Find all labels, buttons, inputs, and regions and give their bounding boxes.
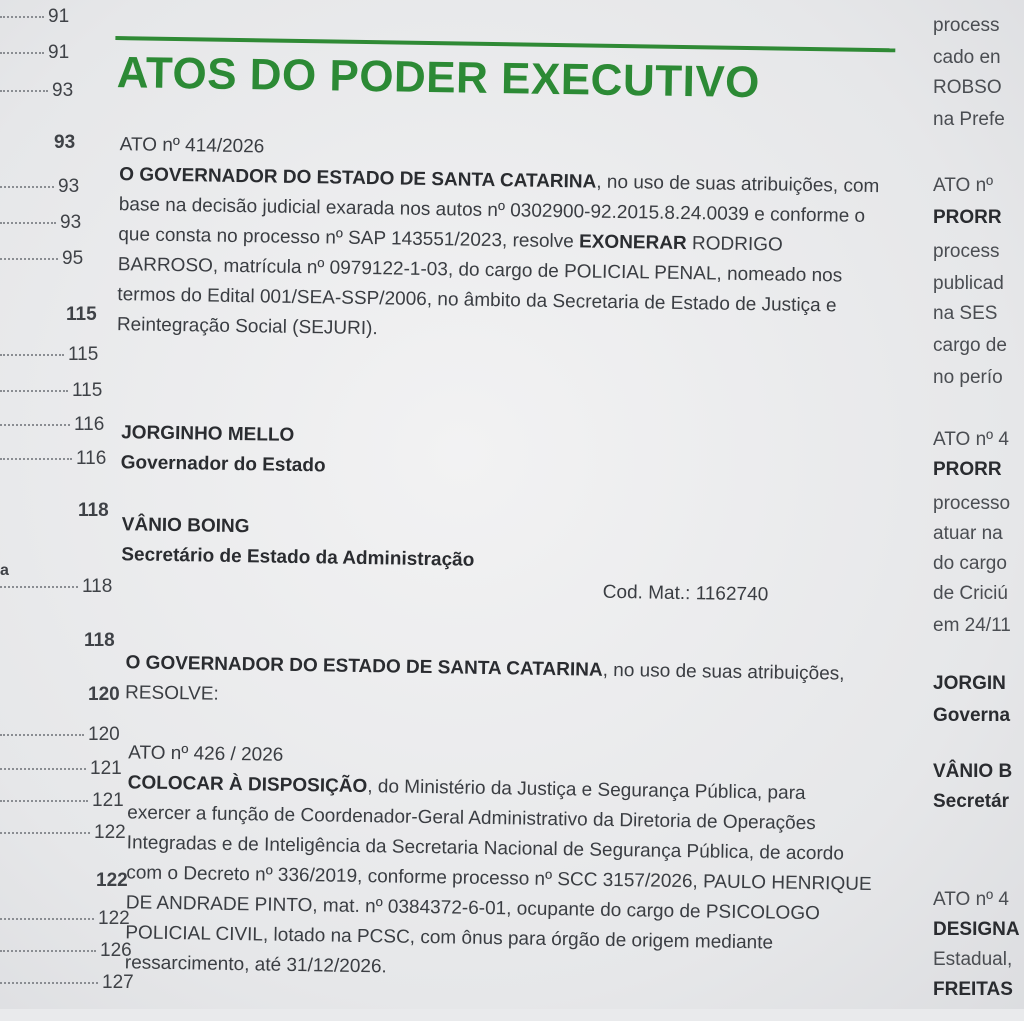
index-entry xyxy=(0,212,94,234)
right-column-fragment: processo xyxy=(933,493,1011,514)
signature-governor xyxy=(120,418,326,481)
index-entry xyxy=(0,414,108,436)
index-dot-leader xyxy=(0,458,72,460)
index-page-number: 115 xyxy=(68,344,99,365)
index-entry xyxy=(0,80,86,102)
act-426-action: COLOCAR À DISPOSIÇÃO xyxy=(127,772,368,798)
right-column-fragment: cado en xyxy=(933,47,1001,68)
signature-governor-name: JORGINHO MELLO xyxy=(121,422,295,446)
index-entry xyxy=(0,344,102,366)
right-column-fragment: process xyxy=(933,15,1000,36)
right-column-fragment: atuar na xyxy=(933,523,1003,544)
index-dot-leader xyxy=(0,222,56,224)
index-page-number: 115 xyxy=(66,304,97,325)
index-entry xyxy=(0,630,118,652)
right-column-fragment: FREITAS xyxy=(933,979,1013,1000)
index-page-number: 126 xyxy=(100,940,132,961)
index-page-number: 122 xyxy=(98,908,130,929)
index-entry xyxy=(0,42,82,64)
right-column-fragment: DESIGNA xyxy=(933,919,1020,940)
right-column-fragment: no perío xyxy=(933,367,1003,388)
act-426-body xyxy=(125,768,874,990)
index-entry xyxy=(0,248,96,270)
right-column-fragment: do cargo xyxy=(933,553,1007,574)
act-414-text-a: , no uso de suas atribuições, com base na decisão judicial exarada nos autos nº 0302900-92.2015.8.24.0039 e conforme o que consta no processo nº SAP 143551/2023, resolve xyxy=(118,171,880,253)
index-page-number: 93 xyxy=(60,212,82,233)
act-414 xyxy=(117,130,890,352)
index-dot-leader xyxy=(0,586,78,588)
index-dot-leader xyxy=(0,734,84,736)
right-column-fragment: publicad xyxy=(933,273,1004,294)
right-column-fragment: Secretár xyxy=(933,791,1010,812)
act-426 xyxy=(125,738,875,990)
index-page-number: 95 xyxy=(62,248,84,269)
index-page-number: 93 xyxy=(58,176,80,197)
act-intro-text: , no uso de suas atribuições, RESOLVE: xyxy=(124,659,845,705)
act-426-text: , do Ministério da Justiça e Segurança Pública, para exercer a função de Coordenador-Geral Administrativo da Diretoria de Operações Integradas e de Inteligência da Secretaria Nacional de Segurança Pública, de acordo com o Decreto nº 336/2019, conforme processo nº SCC 3157/2026, PAULO HENRIQUE DE ANDRADE PINTO, mat. nº 0384372-6-01, ocupante do cargo de PSICOLOGO POLICIAL CIVIL, lotado na PCSC, com ônus para órgão de origem mediante ressarcimento, até 31/12/2026. xyxy=(124,776,872,978)
right-column-fragment: VÂNIO B xyxy=(933,761,1013,782)
index-dot-leader xyxy=(0,354,64,356)
index-page-number: 93 xyxy=(54,132,76,153)
index-dot-leader xyxy=(0,186,54,188)
right-column-fragment: Estadual, xyxy=(933,949,1013,970)
act-414-authority: O GOVERNADOR DO ESTADO DE SANTA CATARINA xyxy=(119,164,597,193)
page-index-column xyxy=(0,0,134,1009)
index-page-number: 118 xyxy=(82,576,113,597)
index-dot-leader xyxy=(0,90,48,92)
index-dot-leader xyxy=(0,52,44,54)
signature-secretary-title: Secretário de Estado da Administração xyxy=(121,544,475,571)
index-page-number: 115 xyxy=(72,380,103,401)
right-column-fragment: JORGIN xyxy=(933,673,1006,694)
act-414-action: EXONERAR xyxy=(578,231,687,255)
section-title: ATOS DO PODER EXECUTIVO xyxy=(116,48,761,108)
index-dot-leader xyxy=(0,258,58,260)
index-dot-leader xyxy=(0,950,96,952)
act-426-number: ATO nº 426 / 2026 xyxy=(128,742,284,766)
index-dot-leader xyxy=(0,390,68,392)
index-entry xyxy=(0,132,88,154)
index-page-number: 118 xyxy=(84,630,115,651)
index-entry xyxy=(0,448,110,470)
right-column-fragment: PRORR xyxy=(933,207,1002,228)
index-page-number: 116 xyxy=(76,448,107,469)
act-intro-authority: O GOVERNADOR DO ESTADO DE SANTA CATARINA xyxy=(125,652,603,681)
index-page-number: 91 xyxy=(48,6,70,27)
index-dot-leader xyxy=(0,800,88,802)
index-dot-leader xyxy=(0,832,90,834)
index-page-number: 120 xyxy=(88,724,120,745)
signature-secretary-name: VÂNIO BOING xyxy=(121,514,250,538)
right-column-fragment: ATO nº xyxy=(933,175,994,196)
right-column-fragment: ROBSO xyxy=(933,77,1002,98)
right-column-cutoff xyxy=(915,0,1024,1009)
index-entry xyxy=(0,380,106,402)
index-entry xyxy=(0,500,112,522)
index-entry xyxy=(0,176,92,198)
code-mat: Cod. Mat.: 1162740 xyxy=(602,581,769,606)
index-stray-character: a xyxy=(0,562,9,579)
index-page-number: 93 xyxy=(52,80,74,101)
right-column-fragment: de Criciú xyxy=(933,583,1008,604)
index-page-number: 91 xyxy=(48,42,70,63)
right-column-fragment: na SES xyxy=(933,303,998,324)
index-page-number: 127 xyxy=(102,972,134,993)
index-entry xyxy=(0,6,82,28)
right-column-fragment: cargo de xyxy=(933,335,1007,356)
index-page-number: 122 xyxy=(94,822,126,843)
main-column xyxy=(96,0,902,1021)
index-entry xyxy=(0,304,100,326)
right-column-fragment: PRORR xyxy=(933,459,1002,480)
index-dot-leader xyxy=(0,982,98,984)
index-page-number: 116 xyxy=(74,414,105,435)
index-dot-leader xyxy=(0,16,44,18)
right-column-fragment: em 24/11 xyxy=(933,615,1011,636)
signature-governor-title: Governador do Estado xyxy=(120,452,326,477)
index-page-number: 122 xyxy=(96,870,128,891)
index-dot-leader xyxy=(0,424,70,426)
right-column-fragment: process xyxy=(933,241,1000,262)
signature-secretary xyxy=(121,510,475,576)
index-page-number: 120 xyxy=(88,684,120,705)
right-column-fragment: na Prefe xyxy=(933,109,1005,130)
index-dot-leader xyxy=(0,768,86,770)
act-intro xyxy=(125,648,876,720)
right-column-fragment: ATO nº 4 xyxy=(933,889,1009,910)
index-page-number: 118 xyxy=(78,500,109,521)
act-414-text-b: RODRIGO BARROSO, matrícula nº 0979122-1-03, do cargo de POLICIAL PENAL, nomeado nos termos do Edital 001/SEA-SSP/2006, no âmbito da Secretaria de Estado de Justiça e Reintegração Social (SEJURI). xyxy=(116,233,843,340)
index-dot-leader xyxy=(0,918,94,920)
act-414-body xyxy=(117,160,890,352)
index-entry xyxy=(0,576,116,598)
act-intro-body xyxy=(125,648,876,720)
right-column-fragment: ATO nº 4 xyxy=(933,429,1009,450)
index-page-number: 121 xyxy=(92,790,124,811)
right-column-fragment: Governa xyxy=(933,705,1011,726)
index-page-number: 121 xyxy=(90,758,122,779)
act-414-number: ATO nº 414/2026 xyxy=(119,134,265,158)
